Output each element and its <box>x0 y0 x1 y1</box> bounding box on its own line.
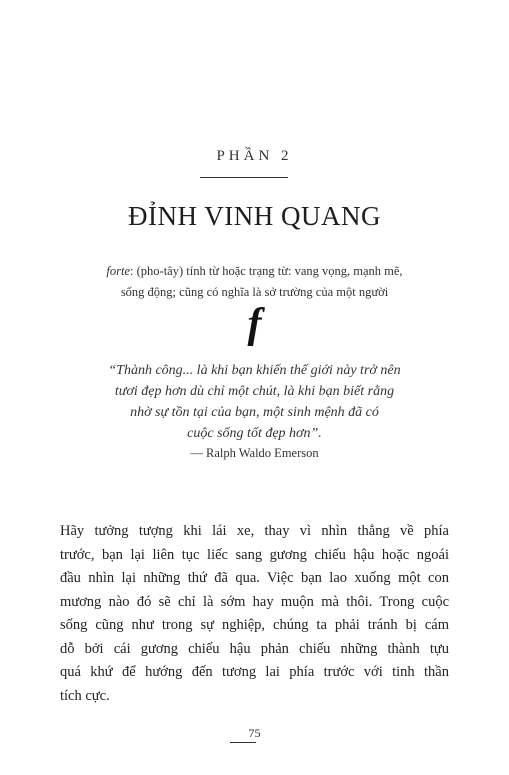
body-line: mương nào đó sẽ chỉ là sớm hay muộn mà thôi. Trong cuộc <box>60 593 449 610</box>
body-line: đầu nhìn lại những thứ đã qua. Việc bạn lao xuống một con <box>60 570 449 586</box>
quote-line: tươi đẹp hơn dù chỉ một chút, là khi bạn biết rằng <box>114 384 395 399</box>
body-line: Hãy tưởng tượng khi lái xe, thay vì nhìn thẳng về phía <box>60 523 449 539</box>
definition-line-2: sống động; cũng có nghĩa là sở trường của một người <box>120 285 389 299</box>
definition-line-1-text: : (pho-tây) tính từ hoặc trạng từ: vang vọng, mạnh mẽ, <box>130 264 403 278</box>
page-number: 75 <box>248 726 261 740</box>
body-line: quá khứ để hướng đến tương lai phía trước với tinh thần <box>60 664 449 680</box>
body-line: trước, bạn lại liên tục liếc sang gương chiếu hậu hoặc ngoái <box>60 546 449 563</box>
part-title: ĐỈNH VINH QUANG <box>128 201 381 231</box>
epigraph-quote <box>60 360 449 444</box>
quote-line: cuộc sống tốt đẹp hơn”. <box>187 426 322 441</box>
body-line: dỗ bởi cái gương chiếu hậu phản chiếu những thành tựu <box>60 640 449 657</box>
definition-term: forte <box>106 264 131 278</box>
forte-symbol-icon: f <box>247 301 262 347</box>
quote-author: — Ralph Waldo Emerson <box>190 446 319 460</box>
quote-line: nhờ sự tồn tại của bạn, một sinh mệnh đã có <box>130 405 379 420</box>
part-label: PHẦN 2 <box>216 148 293 164</box>
definition-line-1 <box>60 261 449 282</box>
definition <box>60 261 449 303</box>
page-number-underline <box>230 742 256 743</box>
body-paragraph <box>60 520 449 708</box>
part-divider <box>200 177 288 178</box>
body-line: sống cũng như trong sự nghiệp, chúng ta phải tránh bị cám <box>60 617 449 633</box>
quote-line: “Thành công... là khi bạn khiến thế giới này trở nên <box>108 363 401 378</box>
body-line: tích cực. <box>60 687 110 704</box>
